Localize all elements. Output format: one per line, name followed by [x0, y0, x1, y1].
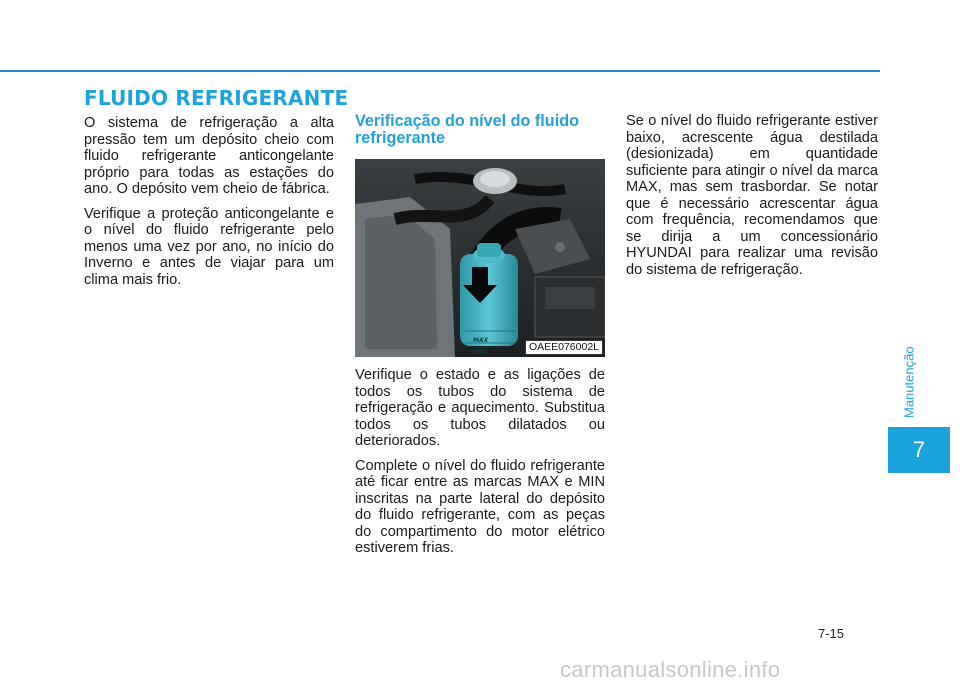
chapter-number-tab: 7: [888, 427, 950, 473]
max-mark-label: MAX: [473, 337, 489, 344]
page-number: 7-15: [818, 626, 845, 641]
engine-bay-figure: [355, 159, 605, 357]
check-frequency-paragraph: Verifique a proteção anticongelante e o nível do fluido refrigerante pelo menos uma vez por ano, no início do Inverno e antes de viajar para um clima mais frio.: [84, 205, 334, 288]
section-title: FLUIDO REFRIGERANTE: [84, 86, 349, 110]
subsection-heading: Verificação do nível do fluido refrigerante: [355, 112, 579, 147]
figure-code: OAEE076002L: [525, 340, 603, 355]
column-2: [355, 113, 605, 565]
intro-paragraph: O sistema de refrigeração a alta pressão tem um depósito cheio com fluido refrigerante anticongelante próprio para todas as estações do ano. O depósito vem cheio de fábrica.: [84, 115, 334, 197]
low-level-paragraph: Se o nível do fluido refrigerante estiver baixo, acrescente água destilada (desionizada) em quantidade suficiente para atingir o nível da marca MAX, mas sem trasbordar. Se notar que é necessário acrescentar água com frequência, recomendamos que se dirija a um concessionário HYUNDAI para realizar uma revisão do sistema de refrigeração.: [626, 113, 878, 278]
min-mark-label: MIN: [473, 349, 487, 356]
watermark: carmanualsonline.info: [560, 657, 781, 682]
column-3: [626, 113, 878, 286]
coolant-reservoir-illustration: [355, 159, 605, 357]
header-rule: [0, 70, 880, 72]
hoses-paragraph: Verifique o estado e as ligações de todos os tubos do sistema de refrigeração e aquecimento. Substitua todos os tubos dilatados ou deteriorados.: [355, 367, 605, 449]
fill-level-paragraph: Complete o nível do fluido refrigerante até ficar entre as marcas MAX e MIN inscritas na parte lateral do depósito do fluido refrigerante, com as peças do compartimento do motor elétrico estiverem frias.: [355, 457, 605, 556]
column-1: [84, 115, 334, 296]
chapter-side-label: Manutenção: [901, 346, 917, 418]
